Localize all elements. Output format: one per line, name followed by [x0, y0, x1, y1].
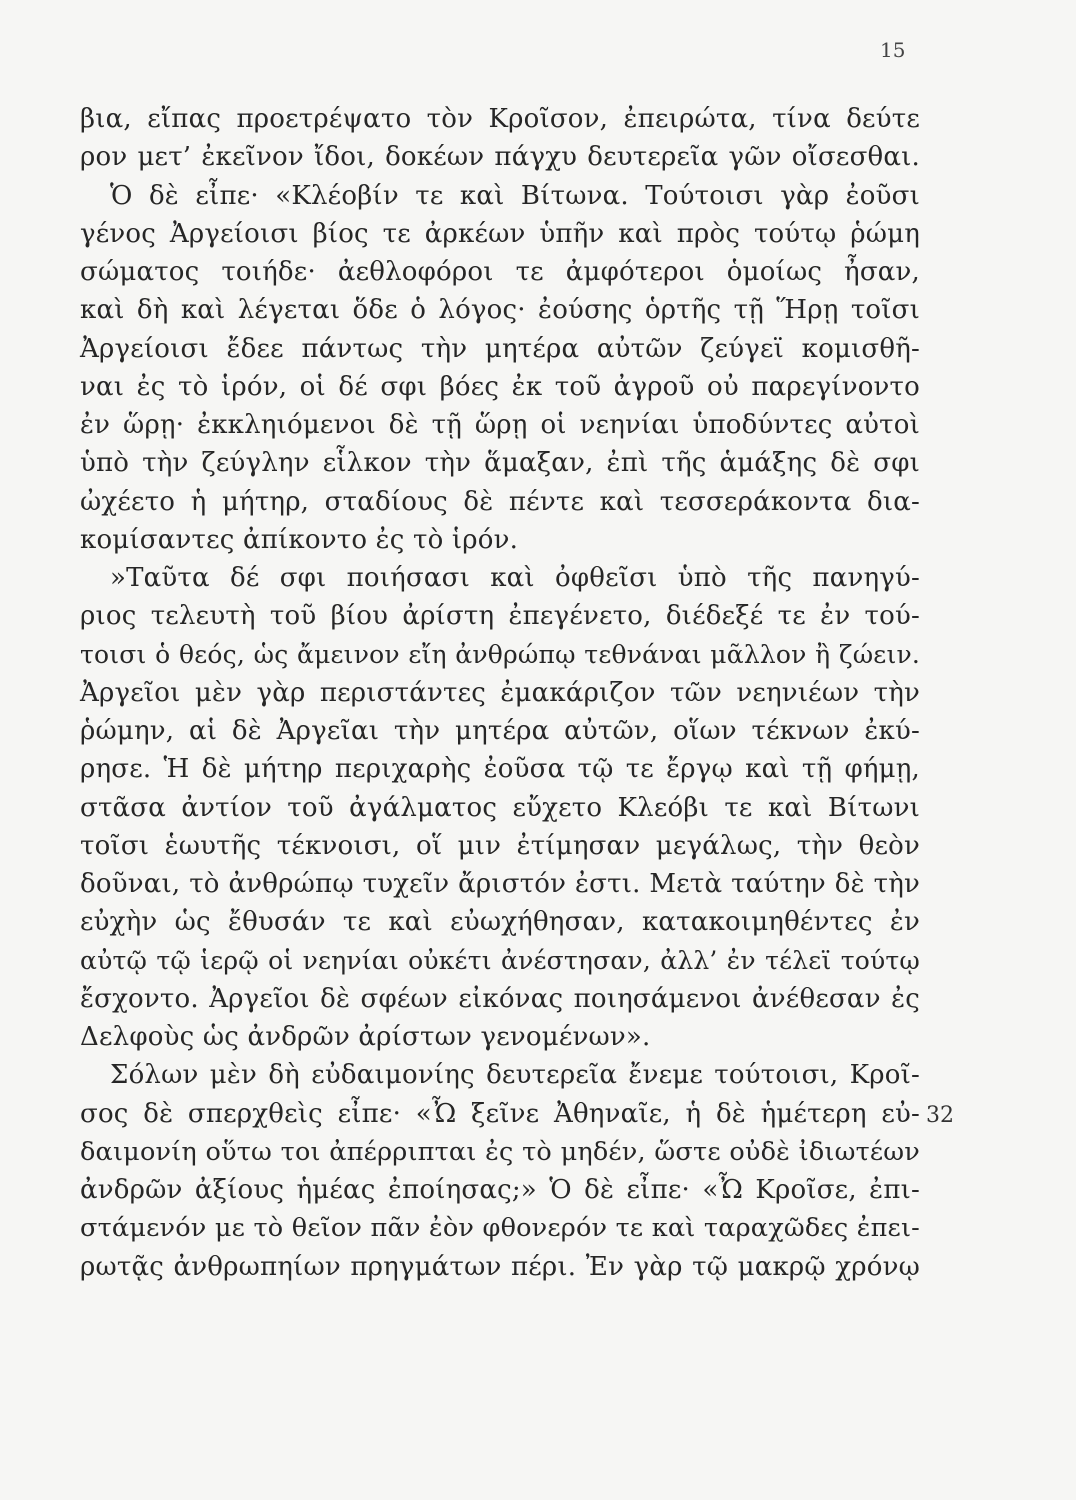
text-line: ἀνδρῶν ἀξίους ἡμέας ἐποίησας;» Ὁ δὲ εἶπε· «Ὦ Κροῖσε, ἐπι- [80, 1175, 920, 1205]
text-line: εὐχὴν ὡς ἔθυσάν τε καὶ εὐωχήθησαν, κατακοιμηθέντες ἐν [80, 907, 920, 938]
text-line: ὑπὸ τὴν ζεύγλην εἷλκον τὴν ἅμαξαν, ἐπὶ τῆς ἁμάξης δὲ σφι [80, 448, 920, 479]
text-line: ρον μετ’ ἐκεῖνον ἴδοι, δοκέων πάγχυ δευτερεῖα γῶν οἴσεσθαι. [80, 142, 920, 173]
text-line: βια, εἴπας προετρέψατο τὸν Κροῖσον, ἐπειρώτα, τίνα δεύτε [80, 104, 920, 134]
text-line: σος δὲ σπερχθεὶς εἶπε· «Ὦ ξεῖνε Ἀθηναῖε, ἡ δὲ ἡμέτερη εὐ- [80, 1098, 920, 1129]
page-number: 15 [880, 38, 906, 62]
text-line: τοῖσι ἑωυτῆς τέκνοισι, οἵ μιν ἐτίμησαν μεγάλως, τὴν θεὸν [80, 830, 920, 861]
text-line: δοῦναι, τὸ ἀνθρώπῳ τυχεῖν ἄριστόν ἐστι. Μετὰ ταύτην δὲ τὴν [80, 869, 920, 899]
text-line: »Ταῦτα δέ σφι ποιήσασι καὶ ὀφθεῖσι ὑπὸ τῆς πανηγύ- [110, 563, 920, 593]
text-line: στᾶσα ἀντίον τοῦ ἀγάλματος εὔχετο Κλεόβι τε καὶ Βίτωνι [80, 792, 920, 823]
text-line: καὶ δὴ καὶ λέγεται ὅδε ὁ λόγος· ἐούσης ὁρτῆς τῇ Ἥρῃ τοῖσι [80, 295, 920, 326]
text-line: ὠχέετο ἡ μήτηρ, σταδίους δὲ πέντε καὶ τεσσεράκοντα δια- [80, 486, 920, 517]
text-line: Σόλων μὲν δὴ εὐδαιμονίης δευτερεῖα ἔνεμε τούτοισι, Κροῖ- [110, 1060, 920, 1091]
text-line: σώματος τοιήδε· ἀεθλοφόροι τε ἀμφότεροι ὁμοίως ἦσαν, [80, 257, 920, 287]
text-line: ἔσχοντο. Ἀργεῖοι δὲ σφέων εἰκόνας ποιησάμενοι ἀνέθεσαν ἐς [80, 983, 920, 1014]
text-line: Δελφοὺς ὡς ἀνδρῶν ἀρίστων γενομένων». [80, 1022, 651, 1052]
greek-text-body [80, 100, 920, 1286]
text-line: γένος Ἀργείοισι βίος τε ἀρκέων ὑπῆν καὶ πρὸς τούτῳ ῥώμη [80, 218, 920, 249]
text-line: ῥώμην, αἱ δὲ Ἀργεῖαι τὴν μητέρα αὐτῶν, οἵων τέκνων ἐκύ- [80, 716, 920, 746]
section-marginal-number: 32 [926, 1103, 954, 1128]
text-line: δαιμονίη οὕτω τοι ἀπέρριπται ἐς τὸ μηδέν, ὥστε οὐδὲ ἰδιωτέων [80, 1136, 920, 1167]
text-line: ρησε. Ἡ δὲ μήτηρ περιχαρὴς ἐοῦσα τῷ τε ἔργῳ καὶ τῇ φήμῃ, [80, 754, 920, 785]
text-line: κομίσαντες ἀπίκοντο ἐς τὸ ἱρόν. [80, 524, 519, 555]
text-line: στάμενόν με τὸ θεῖον πᾶν ἐὸν φθονερόν τε καὶ ταραχῶδες ἐπει- [80, 1213, 920, 1244]
text-line: ριος τελευτὴ τοῦ βίου ἀρίστη ἐπεγένετο, διέδεξέ τε ἐν τού- [80, 601, 920, 632]
text-line: Ὁ δὲ εἶπε· «Κλέοβίν τε καὶ Βίτωνα. Τούτοισι γὰρ ἐοῦσι [110, 180, 920, 211]
text-line: τοισι ὁ θεός, ὡς ἄμεινον εἴη ἀνθρώπῳ τεθνάναι μᾶλλον ἢ ζώειν. [80, 639, 920, 669]
text-line: Ἀργείοισι ἔδεε πάντως τὴν μητέρα αὐτῶν ζεύγεϊ κομισθῆ- [80, 333, 920, 364]
text-line: αὐτῷ τῷ ἱερῷ οἱ νεηνίαι οὐκέτι ἀνέστησαν, ἀλλ’ ἐν τέλεϊ τούτῳ [80, 945, 920, 975]
text-line: ρωτᾷς ἀνθρωπηίων πρηγμάτων πέρι. Ἐν γὰρ τῷ μακρῷ χρόνῳ [80, 1251, 920, 1282]
text-line: ἐν ὥρῃ· ἐκκληιόμενοι δὲ τῇ ὥρῃ οἱ νεηνίαι ὑποδύντες αὐτοὶ [80, 410, 920, 440]
text-line: Ἀργεῖοι μὲν γὰρ περιστάντες ἐμακάριζον τῶν νεηνιέων τὴν [80, 677, 920, 708]
text-line: ναι ἐς τὸ ἱρόν, οἱ δέ σφι βόες ἐκ τοῦ ἀγροῦ οὐ παρεγίνοντο [80, 371, 920, 402]
